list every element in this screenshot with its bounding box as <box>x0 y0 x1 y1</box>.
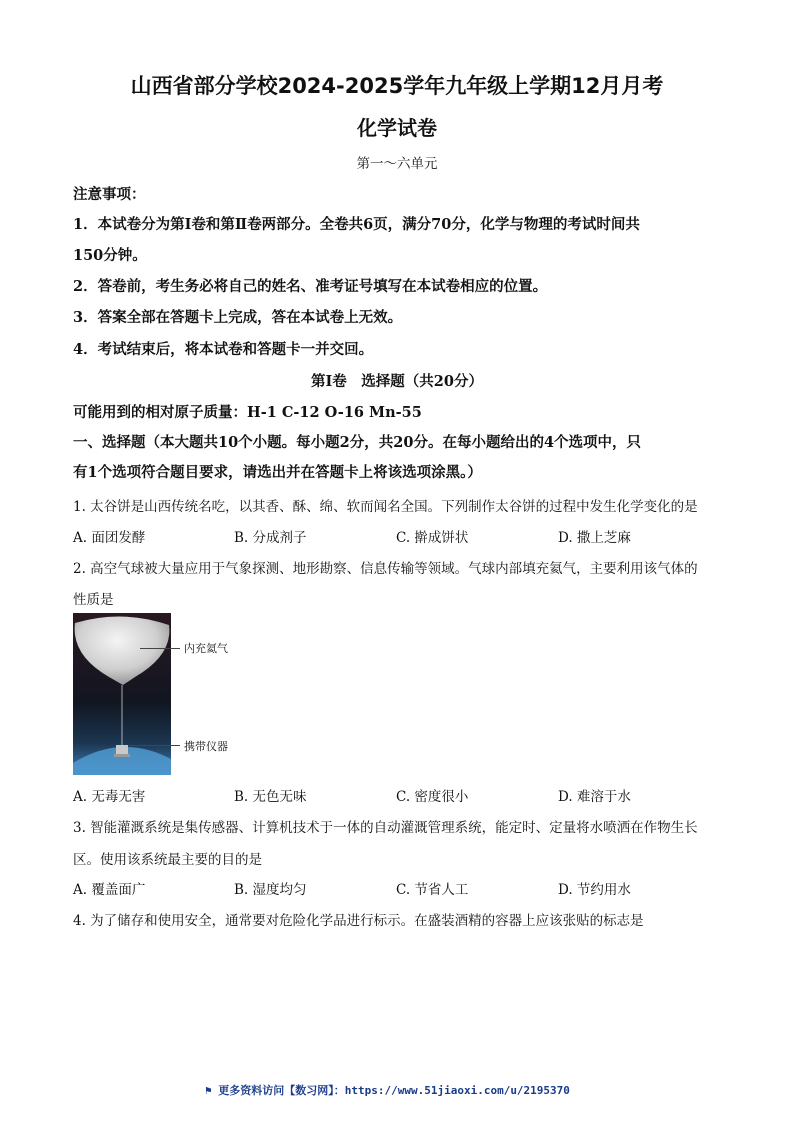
question-3-options <box>0 878 794 898</box>
instrument-label-leader <box>128 745 180 746</box>
question-2-option-a[interactable]: A. 无毒无害 <box>73 789 146 805</box>
question-3-stem: 3. 智能灌溉系统是集传感器、计算机技术于一体的自动灌溉管理系统，能定时、定量将水喷洒在作物生长 <box>73 820 698 836</box>
exam-title: 山西省部分学校2024-2025学年九年级上学期12月月考 <box>130 74 664 98</box>
atomic-mass-note: 可能用到的相对原子质量：H-1 C-12 O-16 Mn-55 <box>73 404 422 421</box>
footer-link[interactable] <box>205 1082 570 1098</box>
question-3-option-a[interactable]: A. 覆盖面广 <box>73 882 146 898</box>
footer-text: 更多资料访问【数习网】：https://www.51jiaoxi.com/u/2195370 <box>218 1084 570 1097</box>
question-3-option-c[interactable]: C. 节省人工 <box>396 882 469 898</box>
section-instructions-2: 有1个选项符合题目要求，请选出并在答题卡上将该选项涂黑。） <box>73 464 482 481</box>
flag-icon: ⚑ <box>205 1084 219 1097</box>
question-2-option-b[interactable]: B. 无色无味 <box>234 789 307 805</box>
balloon-photo <box>73 613 171 775</box>
question-2-options <box>0 785 794 805</box>
question-2-stem: 2. 高空气球被大量应用于气象探测、地形勘察、信息传输等领域。气球内部填充氦气，主要利用该气体的 <box>73 561 698 577</box>
instrument-label: 携带仪器 <box>184 740 228 753</box>
exam-subject: 化学试卷 <box>357 116 437 140</box>
notice-item-2: 2．答卷前，考生务必将自己的姓名、准考证号填写在本试卷相应的位置。 <box>73 278 548 295</box>
question-3-stem-cont: 区。使用该系统最主要的目的是 <box>73 852 262 868</box>
notice-item-3: 3．答案全部在答题卡上完成，答在本试卷上无效。 <box>73 309 403 326</box>
notice-heading: 注意事项： <box>73 186 146 203</box>
question-3-option-b[interactable]: B. 湿度均匀 <box>234 882 307 898</box>
notice-item-1: 1．本试卷分为第Ⅰ卷和第Ⅱ卷两部分。全卷共6页，满分70分，化学与物理的考试时间共 <box>73 216 640 233</box>
notice-item-1-cont: 150分钟。 <box>73 247 147 264</box>
question-1-option-a[interactable]: A. 面团发酵 <box>73 530 146 546</box>
question-2-stem-cont: 性质是 <box>73 592 114 608</box>
question-2-option-c[interactable]: C. 密度很小 <box>396 789 469 805</box>
question-1-option-b[interactable]: B. 分成剂子 <box>234 530 307 546</box>
section-heading: 第Ⅰ卷 选择题（共20分） <box>311 373 483 390</box>
notice-item-4: 4．考试结束后，将本试卷和答题卡一并交回。 <box>73 341 374 358</box>
question-1-option-c[interactable]: C. 擀成饼状 <box>396 530 469 546</box>
balloon-label: 内充氦气 <box>184 642 228 655</box>
balloon-label-leader <box>140 648 180 649</box>
section-instructions-1: 一、选择题（本大题共10个小题。每小题2分，共20分。在每小题给出的4个选项中，只 <box>73 434 642 451</box>
question-4-stem: 4. 为了储存和使用安全，通常要对危险化学品进行标示。在盛装酒精的容器上应该张贴的标志是 <box>73 913 644 929</box>
question-1-option-d[interactable]: D. 撒上芝麻 <box>558 530 631 546</box>
balloon-illustration <box>73 613 171 775</box>
question-1-options <box>0 526 794 546</box>
question-2-option-d[interactable]: D. 难溶于水 <box>558 789 631 805</box>
question-3-option-d[interactable]: D. 节约用水 <box>558 882 631 898</box>
exam-scope: 第一～六单元 <box>356 156 438 172</box>
question-1-stem: 1. 太谷饼是山西传统名吃，以其香、酥、绵、软而闻名全国。下列制作太谷饼的过程中发生化学变化的是 <box>73 499 698 515</box>
